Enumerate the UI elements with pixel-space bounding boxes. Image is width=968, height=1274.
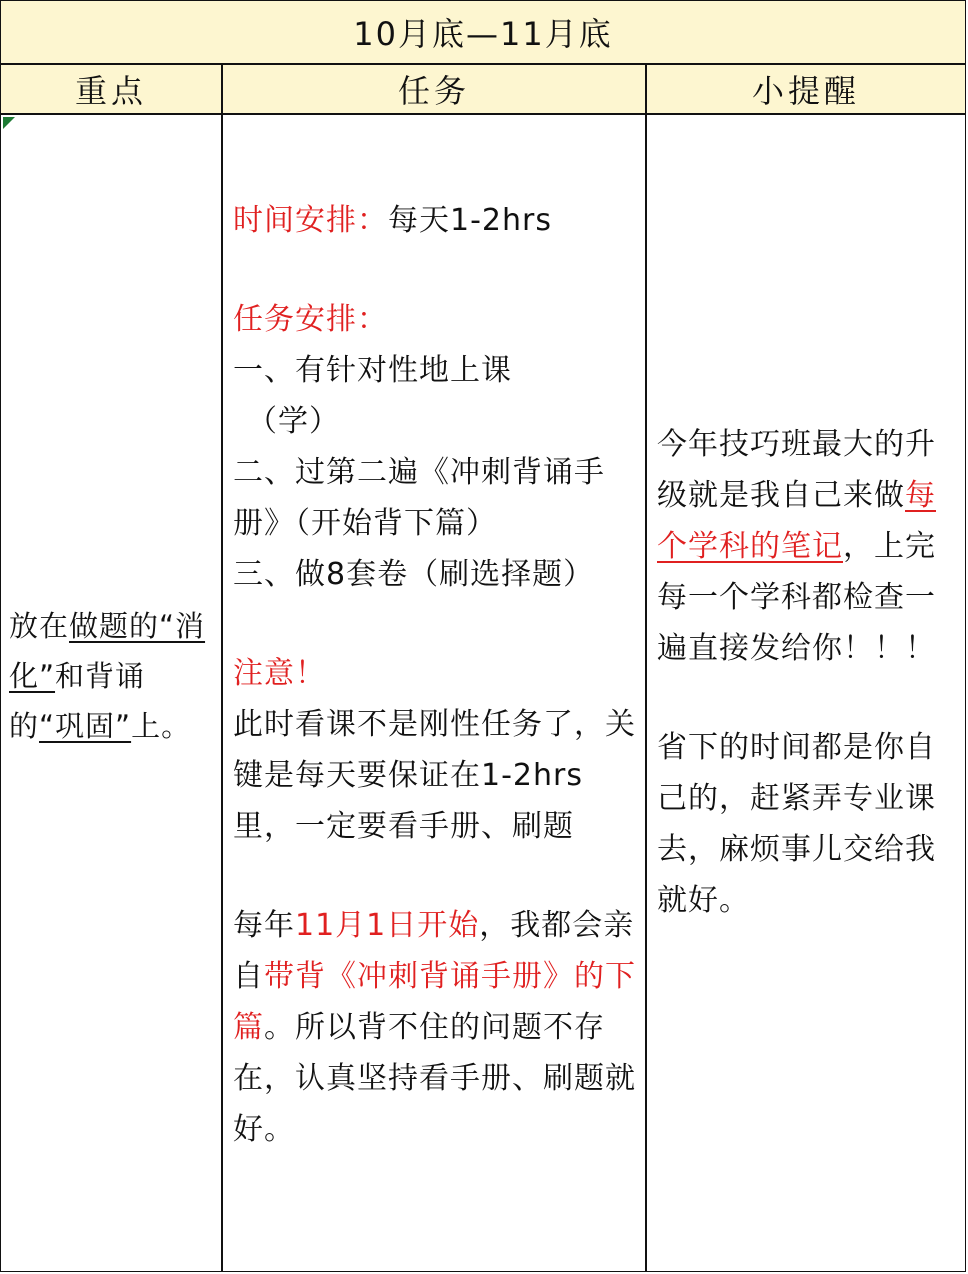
task-item-2: 二、过第二遍《冲刺背诵手册》（开始背下篇） [233,455,605,541]
tips-p1c: ，上完每一个学科都检查一遍直接发给你！！！ [657,529,936,666]
tips-p1b: 每个学科的笔记 [657,478,936,564]
tips-cell[interactable] [647,115,965,1271]
tips-paragraph-2: 省下的时间都是你自己的，赶紧弄专业课去，麻烦事儿交给我就好。 [657,730,936,918]
body-row [1,115,965,1271]
para-d: 带背《冲刺背诵手册》的下篇 [233,959,636,1045]
para-c: ，我都会亲自 [233,908,635,994]
task-item-1: 一、有针对性地上课 [233,353,512,388]
focus-cell[interactable] [1,115,223,1271]
note-label: 注意！ [233,656,326,691]
focus-text [9,601,215,751]
focus-part3: 和背诵的 [9,659,146,743]
task-label: 任务安排： [233,302,388,337]
time-label: 时间安排： [233,203,388,238]
tasks-cell[interactable] [223,115,647,1271]
header-row [1,65,965,115]
header-tips: 小提醒 [751,72,860,110]
time-value: 每天1-2hrs [388,203,552,238]
schedule-paragraph [233,900,639,1155]
tips-p1a: 今年技巧班最大的升级就是我自己来做 [657,427,936,513]
focus-part5: 上。 [131,709,192,743]
focus-part1: 放在 [9,609,70,643]
tips-text [657,419,953,926]
header-tasks: 任务 [223,65,647,113]
table-title: 10月底—11月底 [1,1,965,65]
para-b: 11月1日开始 [295,908,480,943]
note-text: 此时看课不是刚性任务了，关键是每天要保证在1-2hrs里，一定要看手册、刷题 [233,707,636,844]
tasks-text [233,195,639,1155]
task-item-1b: （学） [247,404,340,439]
task-item-3: 三、做8套卷（刷选择题） [233,557,595,592]
focus-part2: 做题的“消化” [9,609,206,693]
tips-paragraph-1 [657,419,953,674]
header-focus: 重点 [1,65,223,113]
focus-part4: “巩固” [39,709,132,743]
time-line [233,195,639,246]
cell-corner-marker-icon [3,117,15,129]
para-e: 。所以背不住的问题不存在，认真坚持看手册、刷题就好。 [233,1010,636,1147]
para-a: 每年 [233,908,295,943]
